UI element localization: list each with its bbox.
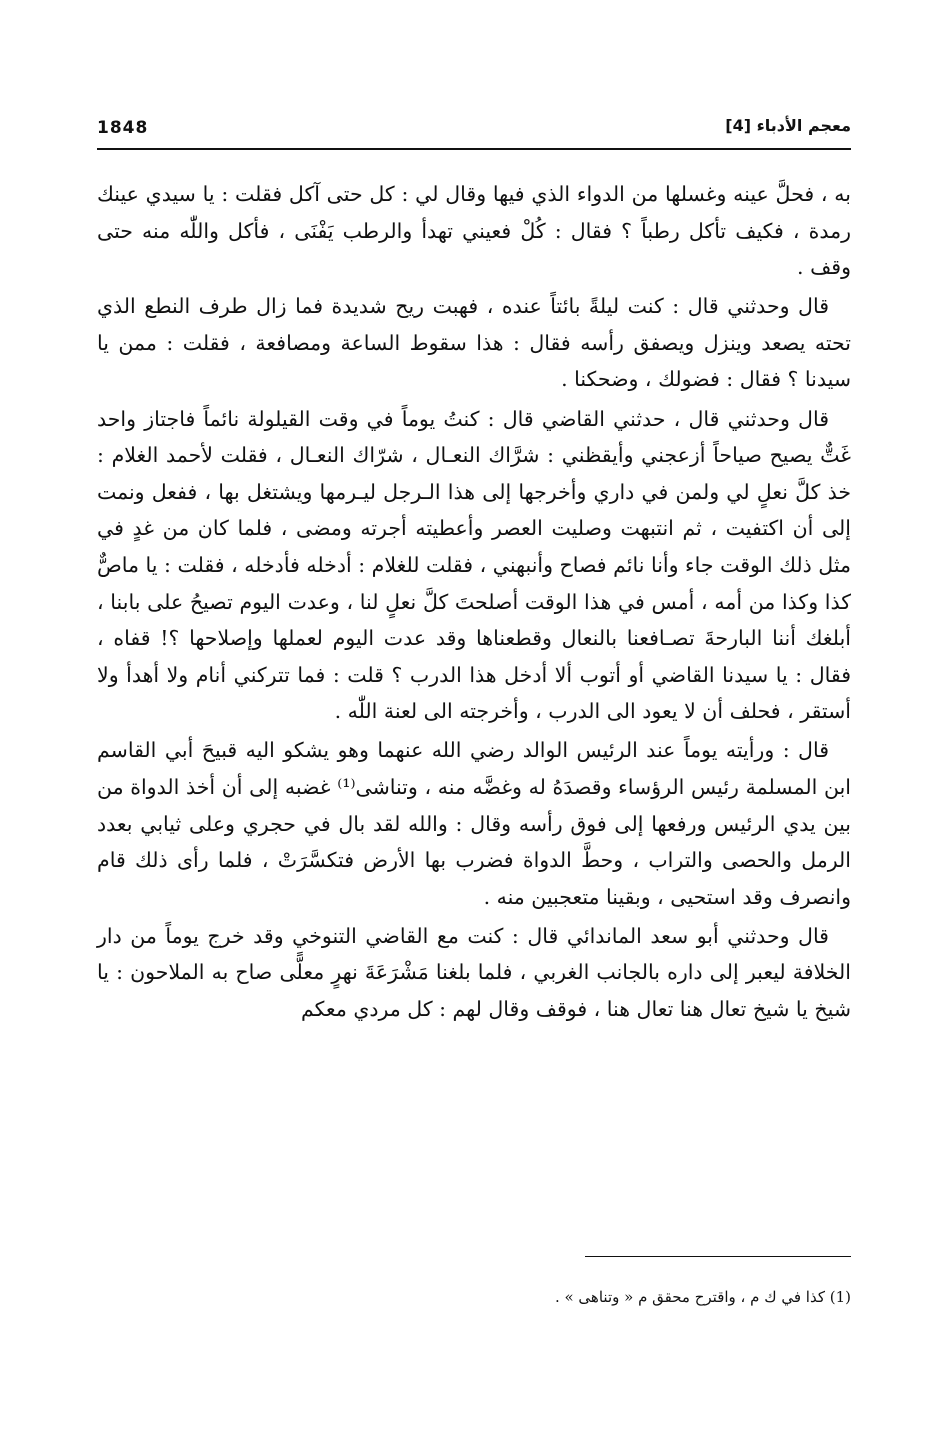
page-number: 1848 xyxy=(97,118,149,138)
paragraph-2: قال وحدثني قال : كنت ليلةً بائتاً عنده ، فهبت ريح شديدة فما زال طرف النطع الذي تحته يصعد وينزل ويصفق رأسه فقال : هذا سقوط الساعة ومصافعة ، فقلت : ممن يا سيدنا ؟ فقال : فضولك ، وضحكنا . xyxy=(97,294,851,392)
page-header xyxy=(97,112,851,148)
footnote-rule xyxy=(585,1256,851,1257)
body-text xyxy=(97,176,851,1030)
paragraph-4: قال : ورأيته يوماً عند الرئيس الوالد رضي الله عنهما وهو يشكو اليه قبيحَ أبي القاسم ابن المسلمة رئيس الرؤساء وقصدَهُ له وغضَّه منه ، وتناشى⁽¹⁾ غضبه إلى أن أخذ الدواة من بين يدي الرئيس ورفعها إلى فوق رأسه وقال : والله لقد بال في حجري وعلى ثيابي بعدد الرمل والحصى والتراب ، وحطَّ الدواة فضرب بها الأرض فتكسَّرَتْ ، فلما رأى ذلك قام وانصرف وقد استحيى ، وبقينا متعجبين منه . xyxy=(97,738,852,909)
paragraph-5: قال وحدثني أبو سعد الماندائي قال : كنت مع القاضي التنوخي وقد خرج يوماً من دار الخلافة ليعبر إلى داره بالجانب الغربي ، فلما بلغنا مَشْرَعَةَ نهرٍ معلًّى صاح به الملاحون : يا شيخ يا شيخ تعال هنا تعال هنا ، فوقف وقال لهم : كل مردي معكم xyxy=(97,923,851,1022)
footnote: (1) كذا في ك م ، واقترح محقق م « وتناهى » . xyxy=(554,1288,851,1306)
header-rule xyxy=(97,148,851,150)
paragraph-3: قال وحدثني قال ، حدثني القاضي قال : كنتُ يوماً في وقت القيلولة نائماً فاجتاز واحد غَتٌّ يصيح صياحاً أزعجني وأيقظني : شرَّاك النعـال ، شرّاك النعـال ، فقلت لأحمد الغلام : خذ كلَّ نعلٍ لي ولمن في داري وأخرجها إلى هذا الـرجل ليـرمها ويشتغل بها ، ففعل ونمت إلى أن اكتفيت ، ثم انتبهت وصليت العصر وأعطيته أجرته ومضى ، فلما كان من غدٍ في مثل ذلك الوقت جاء وأنا نائم فصاح وأنبهني ، فقلت للغلام : أدخله فأدخله ، فقلت : يا ماصٌّ كذا وكذا من أمه ، أمس في هذا الوقت أصلحتَ كلَّ نعلٍ لنا ، وعدت اليوم تصيحُ على بابنا ، أبلغك أننا البارحةَ تصـافعنا بالنعال وقطعناها وقد عدت اليوم لعملها وإصلاحها ؟! قفاه ، فقال : يا سيدنا القاضي أو أتوب ألا أدخل هذا الدرب ؟ قلت : فما تتركني أنام ولا أهدأ ولا أستقر ، فحلف أن لا يعود الى الدرب ، وأخرجته الى لعنة اللّٰه . xyxy=(97,406,851,724)
paragraph-1: به ، فحلَّ عينه وغسلها من الدواء الذي فيها وقال لي : كل حتى آكل فقلت : يا سيدي عينك رمدة ، فكيف تأكل رطباً ؟ فقال : كُلْ فعيني تهدأ والرطب يَفْنَى ، فأكل واللّٰه منه حتى وقف . xyxy=(97,182,851,280)
running-title: معجم الأدباء [4] xyxy=(725,116,851,135)
